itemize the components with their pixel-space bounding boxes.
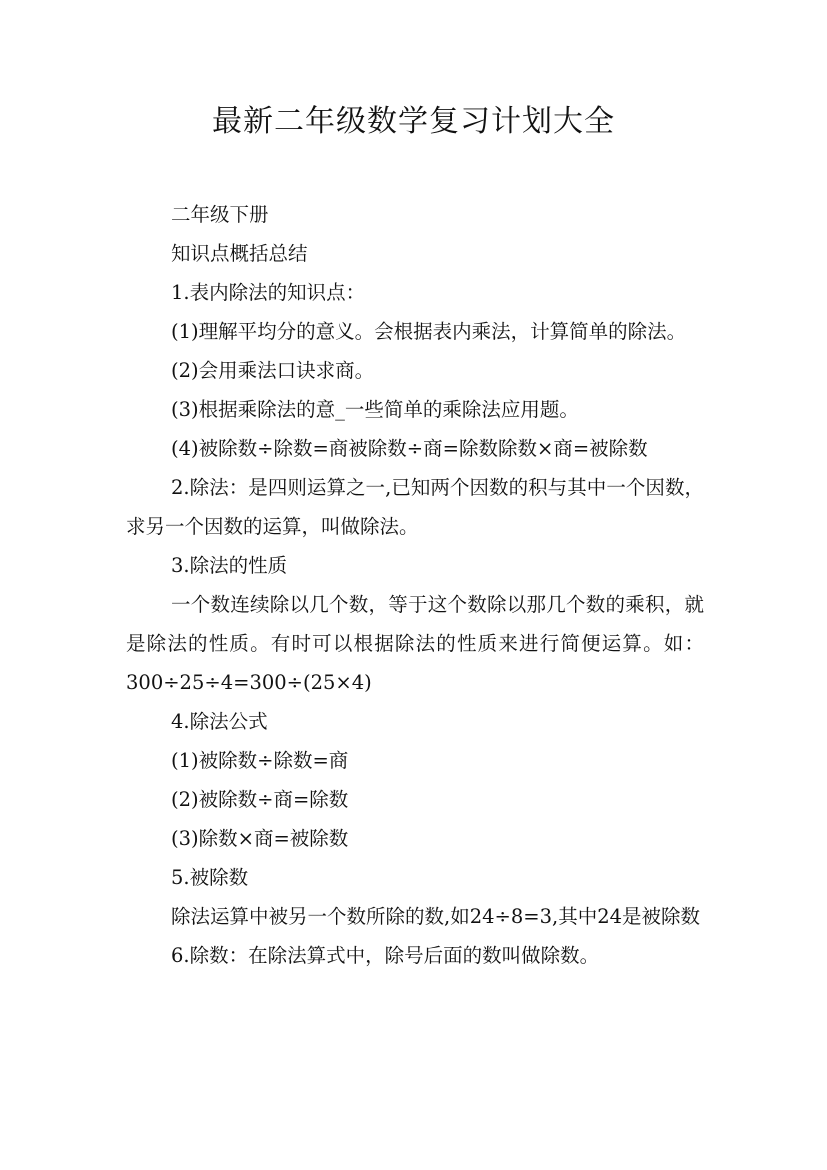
paragraph: 2.除法：是四则运算之一,已知两个因数的积与其中一个因数，求另一个因数的运算，叫做除法。 [126,476,704,538]
paragraph: 3.除法的性质 [171,554,288,577]
paragraph: 5.被除数 [171,866,249,889]
paragraph: (2)被除数÷商=除数 [171,788,349,811]
paragraph: (2)会用乘法口诀求商。 [171,359,375,382]
paragraph: 4.除法公式 [171,710,268,733]
paragraph: 知识点概括总结 [171,242,308,265]
paragraph: 一个数连续除以几个数，等于这个数除以那几个数的乘积，就是除法的性质。有时可以根据除法的性质来进行简便运算。如：300÷25÷4=300÷(25×4) [126,593,704,694]
document-body [126,195,704,975]
paragraph: 除法运算中被另一个数所除的数,如24÷8=3,其中24是被除数 [171,905,701,928]
paragraph: (3)根据乘除法的意_一些简单的乘除法应用题。 [171,398,579,421]
paragraph: 二年级下册 [171,203,269,226]
paragraph: 1.表内除法的知识点： [171,281,366,304]
paragraph: (3)除数×商=被除数 [171,827,349,850]
paragraph: (4)被除数÷除数=商被除数÷商=除数除数×商=被除数 [171,437,648,460]
paragraph: 6.除数：在除法算式中，除号后面的数叫做除数。 [171,944,600,967]
paragraph: (1)被除数÷除数=商 [171,749,349,772]
document-title: 最新二年级数学复习计划大全 [212,104,615,139]
paragraph: (1)理解平均分的意义。会根据表内乘法，计算简单的除法。 [171,320,687,343]
